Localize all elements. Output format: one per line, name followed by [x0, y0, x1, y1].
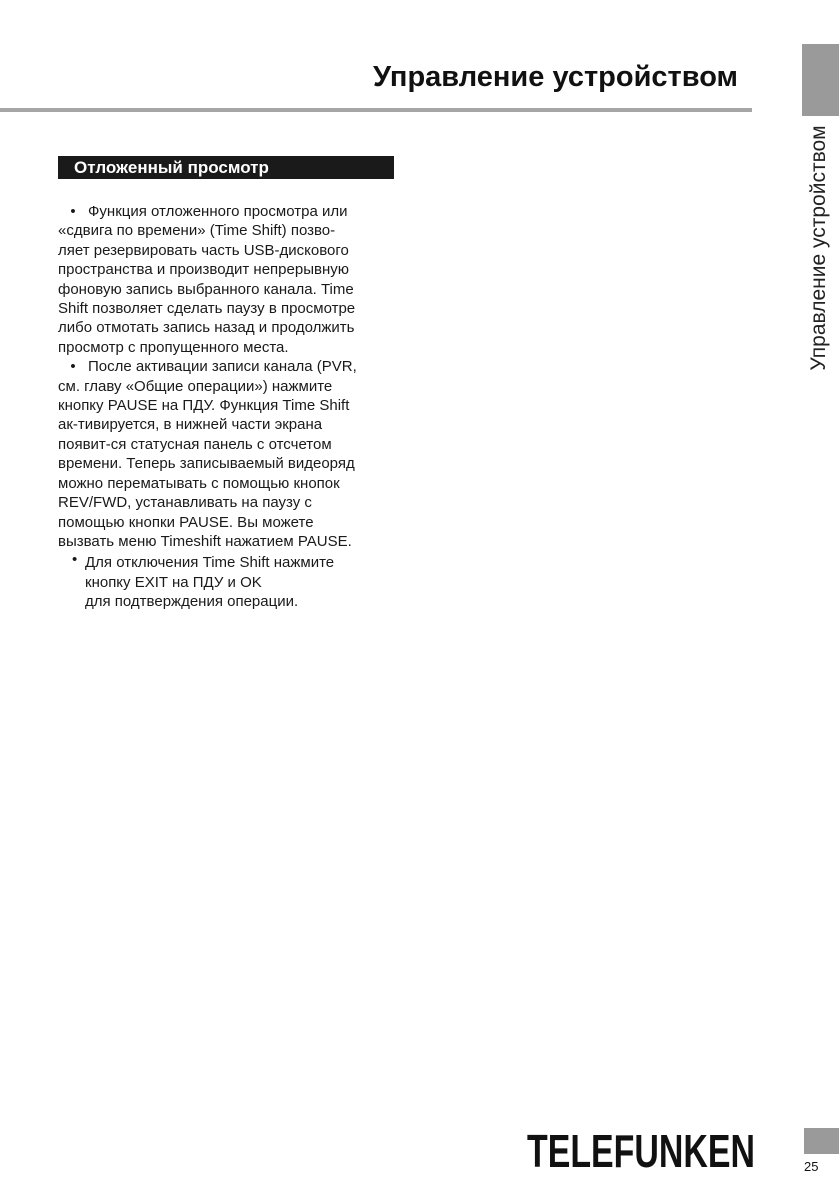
page-number: 25	[804, 1159, 819, 1174]
text-line: пространства и производит непрерывную	[58, 261, 349, 279]
text-line: кнопку PAUSE на ПДУ. Функция Time Shift	[58, 397, 350, 415]
text-line: появит-ся статусная панель с отсчетом	[58, 435, 332, 453]
bullet-icon: •	[70, 358, 76, 376]
text-line: ак-тивируется, в нижней части экрана	[58, 416, 323, 434]
text-line: см. главу «Общие операции») нажмите	[58, 377, 333, 395]
paragraph-time-shift-activation	[58, 357, 394, 551]
text-line: просмотр с пропущенного места.	[58, 338, 289, 356]
text-line: После активации записи канала (PVR,	[88, 358, 357, 376]
footer-tab-marker	[804, 1128, 839, 1154]
text-line: кнопку EXIT на ПДУ и OK	[85, 573, 262, 591]
paragraph-time-shift-disable	[58, 553, 394, 611]
text-line: фоновую запись выбранного канала. Time	[58, 280, 354, 298]
page-title: Управление устройством	[373, 61, 738, 93]
text-line: вызвать меню Timeshift нажатием PAUSE.	[58, 532, 352, 550]
text-line: Функция отложенного просмотра или	[88, 203, 348, 220]
section-title: Отложенный просмотр	[74, 158, 269, 177]
text-line: REV/FWD, устанавливать на паузу с	[58, 494, 312, 512]
text-line: для подтверждения операции.	[85, 593, 299, 611]
side-tab-label: Управление устройством	[807, 125, 830, 371]
telefunken-logo	[527, 1127, 757, 1171]
text-line: можно перематывать с помощью кнопок	[58, 474, 340, 492]
paragraph-time-shift-description	[58, 202, 394, 357]
text-line: либо отмотать запись назад и продолжить	[58, 319, 355, 337]
text-line: Shift позволяет сделать паузу в просмотре	[58, 300, 356, 318]
body-text	[58, 202, 394, 612]
bullet-icon: •	[72, 551, 78, 569]
header-divider	[0, 108, 752, 112]
side-tab-marker	[802, 44, 839, 116]
text-line: «сдвига по времени» (Time Shift) позво-	[58, 222, 336, 240]
brand-wordmark: TELEFUNKEN	[527, 1127, 755, 1171]
section-header	[58, 156, 394, 179]
text-line: ляет резервировать часть USB-дискового	[58, 241, 349, 259]
text-line: помощью кнопки PAUSE. Вы можете	[58, 513, 314, 531]
text-line: Для отключения Time Shift нажмите	[85, 554, 335, 572]
text-line: времени. Теперь записываемый видеоряд	[58, 455, 355, 473]
bullet-icon: •	[70, 203, 76, 220]
